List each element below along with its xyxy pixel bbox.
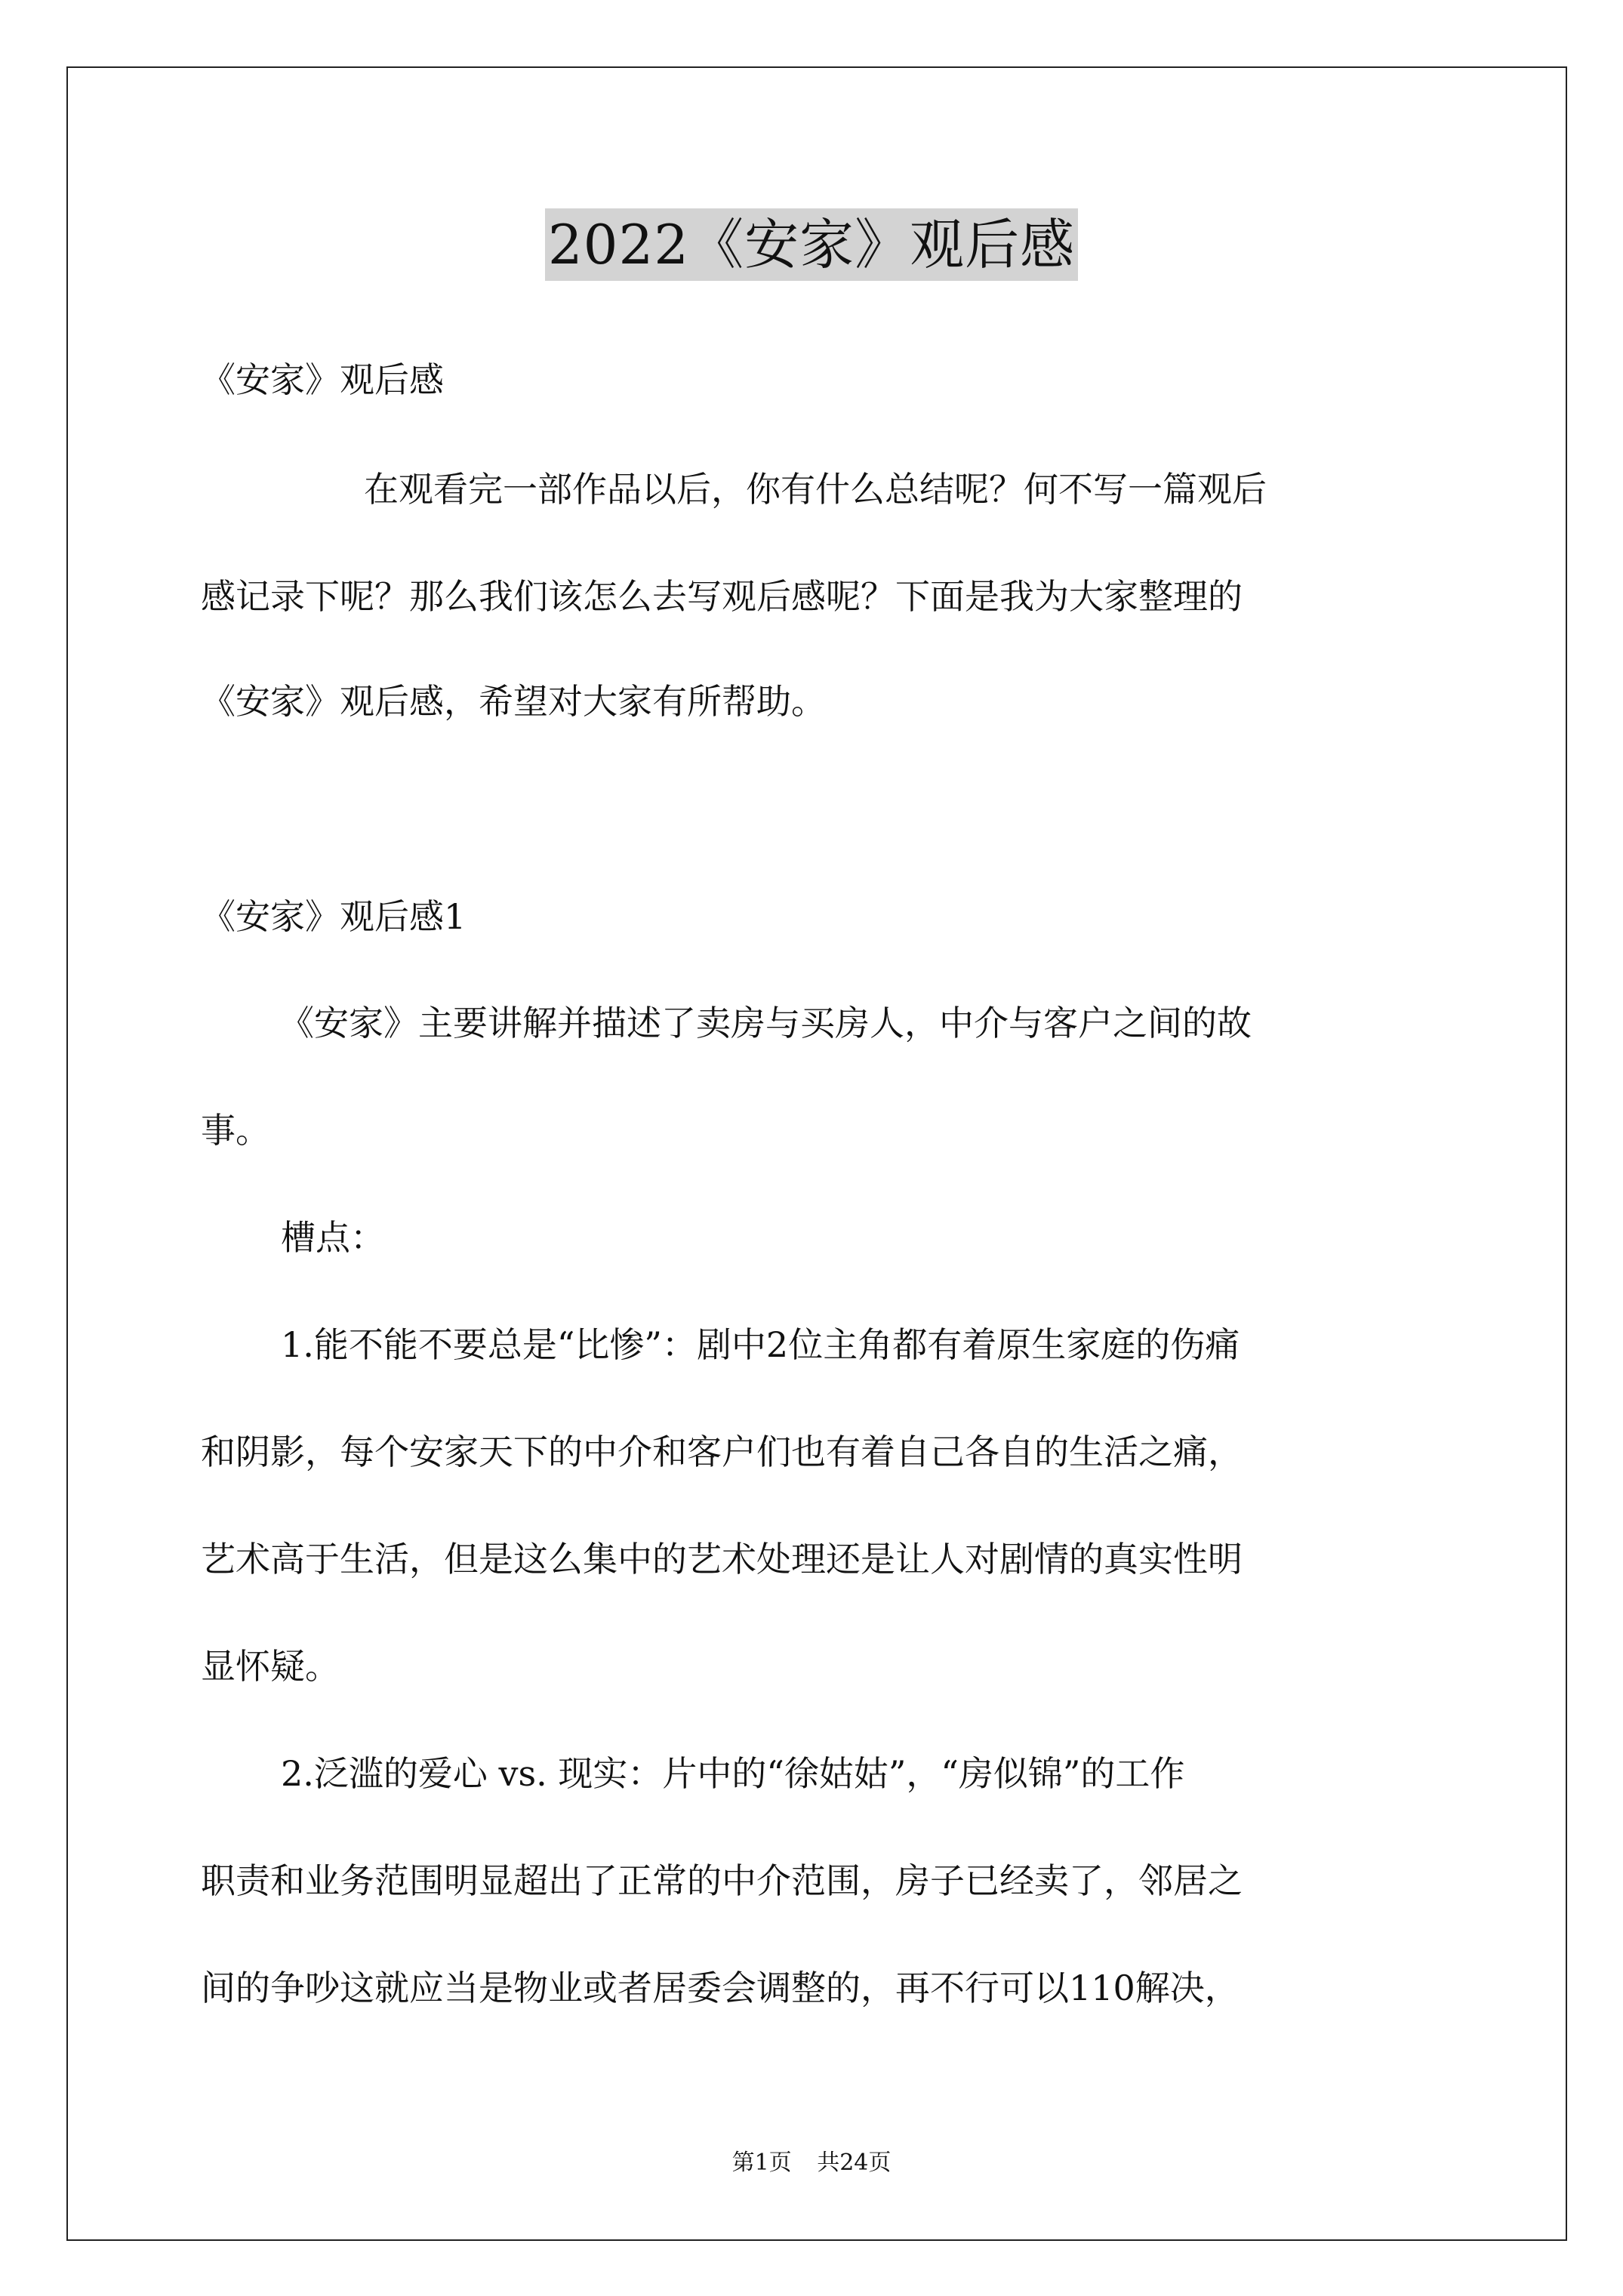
page-total: 共24页 [817, 2150, 892, 2176]
intro-paragraph-line-2: 感记录下呢？那么我们该怎么去写观后感呢？下面是我为大家整理的 [201, 576, 1243, 617]
point-1-line-3: 艺术高于生活，但是这么集中的艺术处理还是让人对剧情的真实性明 [201, 1539, 1243, 1579]
page-footer [0, 2148, 1623, 2178]
title-wrapper [0, 208, 1623, 281]
point-2-line-3: 间的争吵这就应当是物业或者居委会调整的，再不行可以110解决， [201, 1968, 1240, 2008]
paragraph-1-line-2: 事。 [201, 1110, 270, 1151]
intro-paragraph-line-3: 《安家》观后感，希望对大家有所帮助。 [201, 681, 826, 722]
point-2-line-1: 2.泛滥的爱心 vs. 现实：片中的“徐姑姑”，“房似锦”的工作 [281, 1753, 1185, 1794]
point-1-line-4: 显怀疑。 [201, 1646, 340, 1687]
section-heading-1: 《安家》观后感1 [201, 896, 467, 937]
document-title: 2022《安家》观后感 [545, 208, 1078, 281]
point-1-line-2: 和阴影，每个安家天下的中介和客户们也有着自己各自的生活之痛， [201, 1432, 1243, 1472]
paragraph-1-line-1: 《安家》主要讲解并描述了卖房与买房人，中介与客户之间的故 [279, 1003, 1252, 1043]
complaints-heading: 槽点： [281, 1217, 385, 1258]
subtitle-line: 《安家》观后感 [201, 359, 444, 400]
page-number: 第1页 [731, 2150, 792, 2176]
point-2-line-2: 职责和业务范围明显超出了正常的中介范围，房子已经卖了，邻居之 [201, 1860, 1243, 1901]
point-1-line-1: 1.能不能不要总是“比惨”：剧中2位主角都有着原生家庭的伤痛 [281, 1324, 1240, 1365]
intro-paragraph-line-1: 在观看完一部作品以后，你有什么总结呢？何不写一篇观后 [364, 469, 1267, 510]
